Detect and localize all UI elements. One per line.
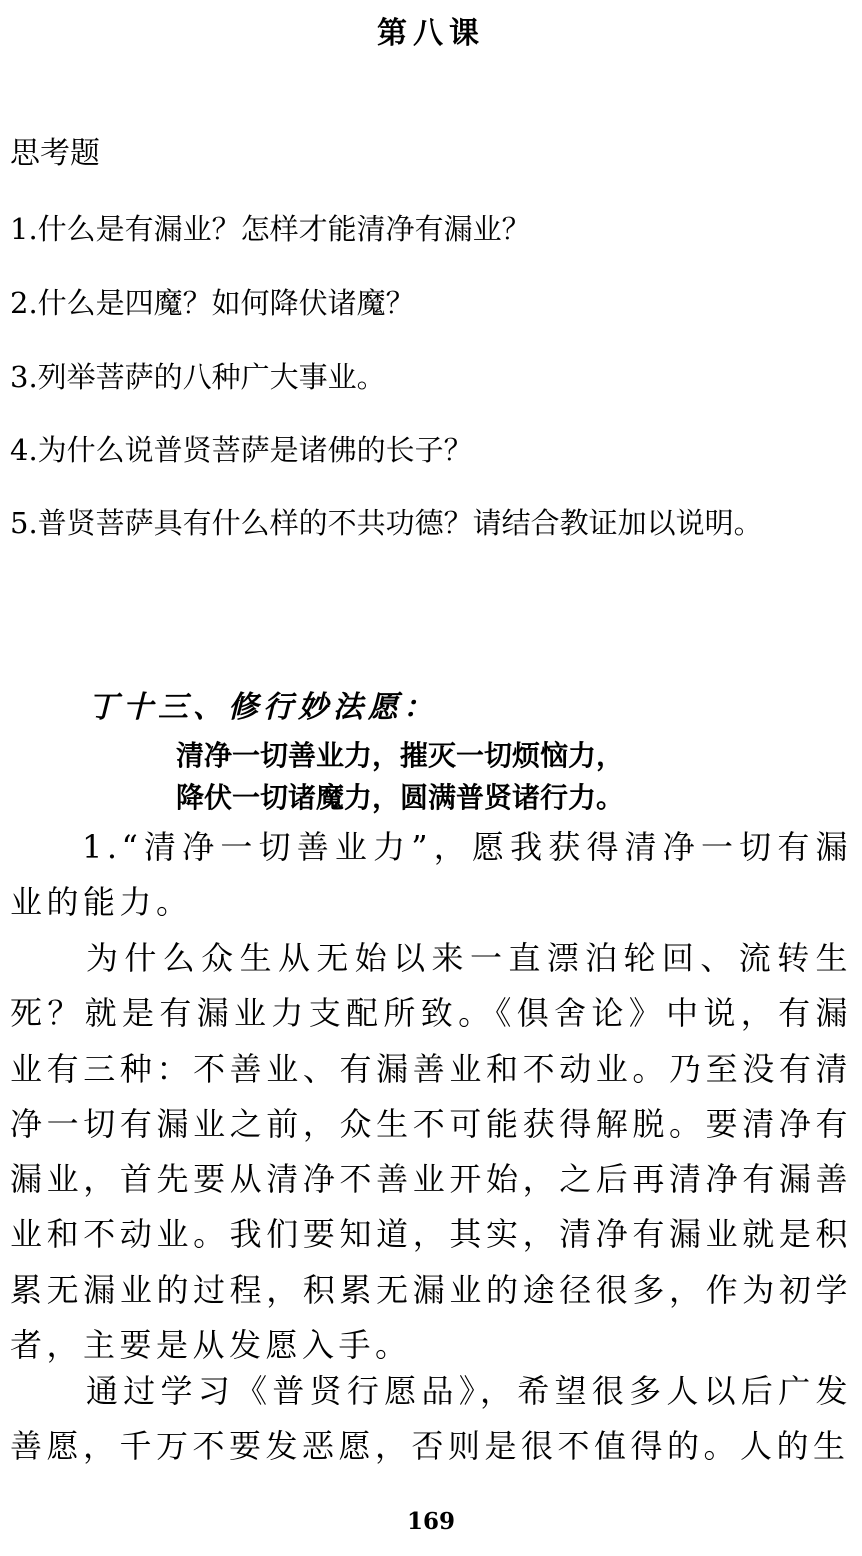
verse-line-2: 降伏一切诸魔力，圆满普贤诸行力。 xyxy=(176,781,625,814)
question-item-2: 2.什么是四魔？如何降伏诸魔？ xyxy=(10,286,415,320)
question-item-3: 3.列举菩萨的八种广大事业。 xyxy=(10,360,386,394)
page-number: 169 xyxy=(406,1508,455,1535)
body-paragraph-3: 通过学习《普贤行愿品》，希望很多人以后广发善愿，千万不要发恶愿，否则是很不值得的。人的生 xyxy=(10,1372,852,1466)
question-item-5: 5.普贤菩萨具有什么样的不共功德？请结合教证加以说明。 xyxy=(10,506,763,540)
questions-heading: 思考题 xyxy=(10,136,100,171)
verse-line-1: 清净一切善业力，摧灭一切烦恼力， xyxy=(176,739,625,772)
section-heading: 丁十三、修行妙法愿： xyxy=(88,690,438,725)
body-paragraph-2: 为什么众生从无始以来一直漂泊轮回、流转生死？就是有漏业力支配所致。《俱舍论》中说，有漏业有三种：不善业、有漏善业和不动业。乃至没有清净一切有漏业之前，众生不可能获得解脱。要清净有漏业，首先要从清净不善业开始，之后再清净有漏善业和不动业。我们要知道，其实，清净有漏业就是积累无漏业的过程，积累无漏业的途径很多，作为初学者，主要是从发愿入手。 xyxy=(10,939,852,1365)
lesson-title: 第八课 xyxy=(377,16,485,51)
body-paragraph-1: 1.“清净一切善业力”，愿我获得清净一切有漏业的能力。 xyxy=(10,828,852,922)
question-item-1: 1.什么是有漏业？怎样才能清净有漏业？ xyxy=(10,212,531,246)
question-item-4: 4.为什么说普贤菩萨是诸佛的长子？ xyxy=(10,433,473,467)
